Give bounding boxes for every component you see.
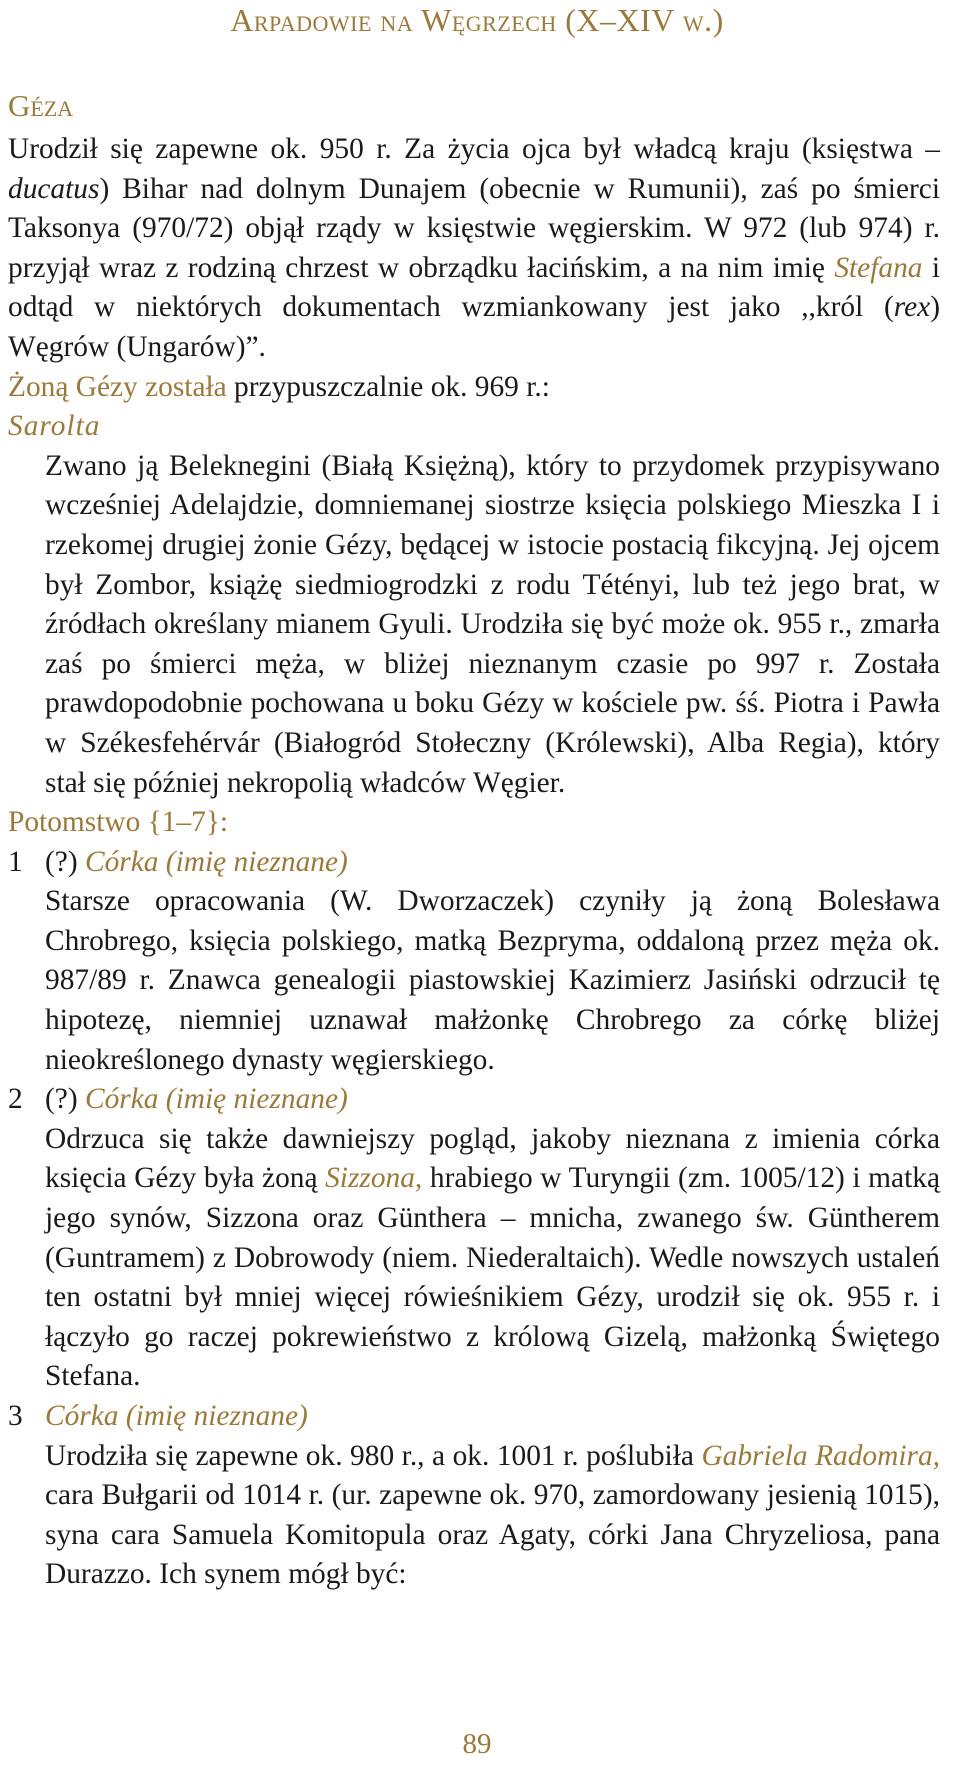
page-number: 89	[462, 1728, 492, 1760]
section-title: Géza	[8, 88, 74, 123]
body-text	[8, 130, 940, 1595]
wife-intro: Żoną Gézy została	[8, 370, 227, 403]
child-3-head	[8, 1397, 940, 1437]
child-1-text: Starsze opracowania (W. Dworzaczek) czyniły ją żoną Bolesława Chrobrego, księcia polskiego, matką Bezpryma, oddaloną przez męża ok. 987/89 r. Znawca genealogii piastowskiej Kazimierz Jasiński odrzucił tę hipotezę, niemniej uznawał małżonkę Chrobrego za córkę bliżej nieokreślonego dynasty węgierskiego.	[45, 885, 940, 1076]
child-1-head	[8, 843, 940, 883]
child-2-text	[8, 1120, 940, 1397]
wife-line	[8, 368, 940, 408]
term-ducatus: ducatus	[8, 172, 100, 205]
child-3-name: Córka (imię nieznane)	[45, 1400, 308, 1432]
child-3-text-2: cara Bułgarii od 1014 r. (ur. zapewne ok. 970, zamordowany jesienią 1015), syna cara Samuela Komitopula oraz Agaty, córki Jana Chryzeliosa, pana Durazzo. Ich synem mógł być:	[45, 1479, 940, 1591]
child-2-text-2: hrabiego w Turyngii (zm. 1005/12) i matką jego synów, Sizzona oraz Günthera – mnicha, zwanego św. Güntherem (Guntramem) z Dobrowody (niem. Niederaltaich). Wedle nowszych ustaleń ten ostatni był mniej więcej rówieśnikiem Gézy, urodził się ok. 955 r. i łączyło go raczej pokrewieństwo z królową Gizelą, małżonką Świętego Stefana.	[45, 1162, 940, 1393]
child-3-text	[8, 1437, 940, 1595]
offspring-label: Potomstwo {1–7}:	[8, 806, 229, 839]
child-2-head	[8, 1080, 940, 1120]
intro-text-2: ) Bihar nad dolnym Dunajem (obecnie w Rumunii), zaś po śmierci Taksonya (970/72) objął rządy w księstwie węgierskim. W 972 (lub 974) r. przyjął wraz z rodziną chrzest w obrządku łacińskim, a na nim imię	[8, 172, 940, 284]
child-2-number: 2	[8, 1083, 23, 1116]
child-3-text-1: Urodziła się zapewne ok. 980 r., a ok. 1001 r. poślubiła	[45, 1439, 702, 1472]
intro-text-4: ) Węgrów (Ungarów)”.	[8, 291, 940, 363]
intro-text-1: Urodził się zapewne ok. 950 r. Za życia ojca był władcą kraju (księstwa –	[8, 133, 940, 165]
intro-text-3: i odtąd w niektórych dokumentach wzmiankowany jest jako ,,król (	[8, 251, 941, 324]
spouse-name: Sarolta	[8, 410, 101, 443]
name-sizzon: Sizzona,	[325, 1162, 423, 1195]
term-rex: rex	[893, 291, 931, 324]
running-head: Arpadowie na Węgrzech (X–XIV w.)	[230, 2, 724, 38]
book-page	[8, 0, 946, 1781]
child-1-prefix: (?)	[45, 845, 85, 878]
intro-paragraph	[8, 130, 940, 368]
child-3-number: 3	[8, 1400, 23, 1432]
name-gabriel-radomir: Gabriela Radomira,	[701, 1439, 940, 1472]
child-1-number: 1	[8, 845, 23, 878]
child-1-name: Córka (imię nieznane)	[84, 845, 348, 878]
spouse-text: Zwano ją Beleknegini (Białą Księżną), który to przydomek przypisywano wcześniej Adelajdzie, domniemanej siostrze księcia polskiego Mieszka I i rzekomej drugiej żonie Gézy, będącej w istocie postacią fikcyjną. Jej ojcem był Zombor, książę siedmiogrodzki z rodu Tétényi, lub też jego brat, w źródłach określany mianem Gyuli. Urodziła się być może ok. 955 r., zmarła zaś po śmierci męża, w bliżej nieznanym czasie po 997 r. Została prawdopodobnie pochowana u boku Gézy w kościele pw. śś. Piotra i Pawła w Székesfehérvár (Białogród Stołeczny (Królewski), Alba Regia), który stał się później nekropolią władców Węgier.	[45, 449, 940, 799]
name-stefana: Stefana	[834, 251, 923, 284]
wife-date: przypuszczalnie ok. 969 r.:	[226, 370, 550, 403]
child-2-text-1: Odrzuca się także dawniejszy pogląd, jakoby nieznana z imienia córka księcia Gézy była żoną	[45, 1122, 940, 1195]
child-2-prefix: (?)	[45, 1083, 85, 1116]
child-2-name: Córka (imię nieznane)	[84, 1083, 348, 1116]
